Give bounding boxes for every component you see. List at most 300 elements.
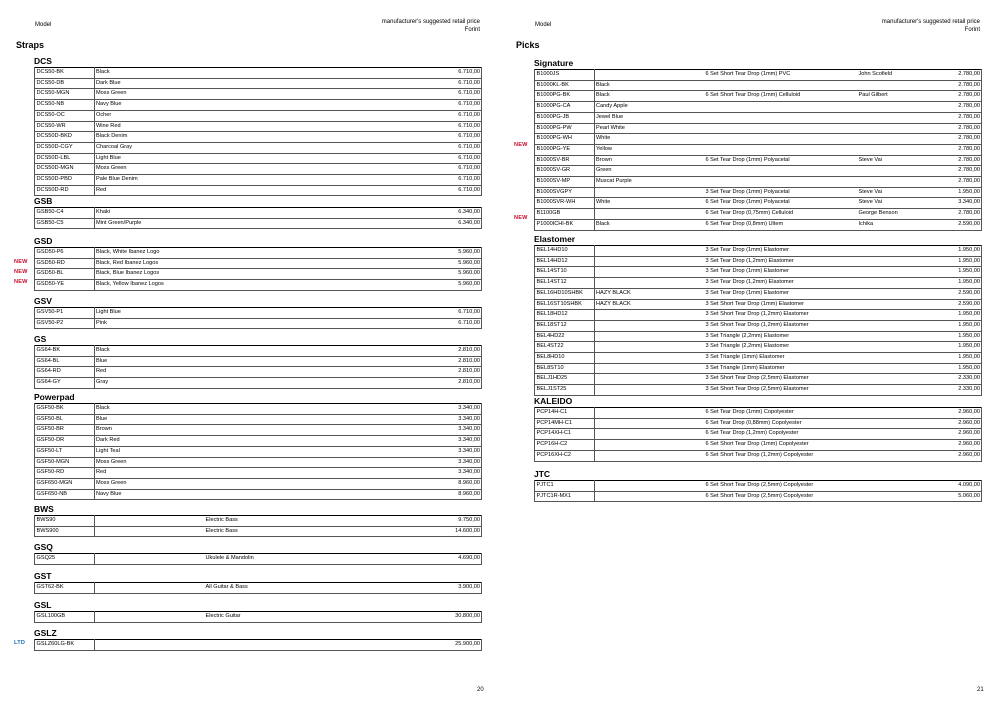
table-row <box>35 78 482 89</box>
description-cell <box>595 418 705 429</box>
table-row <box>35 554 482 565</box>
group-title: KALEIDO <box>534 396 573 406</box>
price-cell: 1.950,00 <box>924 310 982 321</box>
price-cell: 3.340,00 <box>924 198 982 209</box>
type-cell <box>205 142 355 153</box>
price-header-line2: Forint <box>964 27 980 33</box>
model-cell: GSF50-BR <box>35 425 95 436</box>
table-row <box>535 481 982 492</box>
table-row <box>535 155 982 166</box>
model-cell: BEL18HD12 <box>535 310 595 321</box>
price-cell: 3.340,00 <box>355 414 482 425</box>
group-jtc <box>534 469 982 502</box>
model-cell: B1000PG-JB <box>535 112 595 123</box>
new-badge: NEW <box>14 258 28 265</box>
type-cell <box>205 436 355 447</box>
type-cell <box>205 208 355 219</box>
spec-cell: 6 Set Tear Drop (0,75mm) Celluloid <box>705 209 858 220</box>
table-row <box>35 175 482 186</box>
model-cell: BELJ1ST25 <box>535 385 595 396</box>
description-cell <box>595 331 705 342</box>
table-row <box>35 468 482 479</box>
price-cell: 4.690,00 <box>355 554 482 565</box>
type-cell <box>205 468 355 479</box>
spec-cell: 6 Set Short Tear Drop (1,2mm) Copolyester <box>705 450 858 461</box>
spec-cell <box>705 166 858 177</box>
model-cell: GSD50-P6 <box>35 248 95 259</box>
price-cell: 2.780,00 <box>924 209 982 220</box>
price-cell: 2.330,00 <box>924 385 982 396</box>
price-header <box>882 18 980 34</box>
description-cell: Pink <box>95 318 205 329</box>
model-cell: P1000ICHI-BK <box>535 219 595 230</box>
model-cell: GSD50-RD <box>35 258 95 269</box>
model-cell: B1000PG-WH <box>535 134 595 145</box>
table-row <box>535 134 982 145</box>
model-cell: DCS50D-LBL <box>35 153 95 164</box>
type-cell <box>205 308 355 319</box>
price-cell: 1.950,00 <box>924 256 982 267</box>
table-row <box>35 404 482 415</box>
model-cell: GSLZ60LG-BK <box>35 640 95 651</box>
model-cell: PCP14XH-C1 <box>535 429 595 440</box>
type-cell <box>205 175 355 186</box>
table-row <box>535 177 982 188</box>
group-dcs <box>34 56 482 196</box>
description-cell: Black, Yellow Ibanez Logos <box>95 280 205 291</box>
group-elastomer <box>534 234 982 396</box>
table-row <box>35 516 482 527</box>
description-cell <box>595 481 705 492</box>
description-cell: Black, White Ibanez Logo <box>95 248 205 259</box>
price-cell: 8.960,00 <box>355 478 482 489</box>
artist-cell <box>858 418 924 429</box>
price-cell: 2.960,00 <box>924 440 982 451</box>
model-cell: DCS50-WR <box>35 121 95 132</box>
model-cell: B1000SVR-WH <box>535 198 595 209</box>
model-cell: GSF50-RD <box>35 468 95 479</box>
group-powerpad <box>34 392 482 500</box>
table-row <box>35 308 482 319</box>
new-badge: NEW <box>14 279 28 286</box>
type-cell <box>205 89 355 100</box>
type-cell <box>205 218 355 229</box>
spec-cell <box>705 177 858 188</box>
description-cell: Jewel Blue <box>595 112 705 123</box>
price-cell: 2.780,00 <box>924 166 982 177</box>
description-cell: White <box>595 134 705 145</box>
model-cell: GSF50-BK <box>35 404 95 415</box>
price-cell: 1.950,00 <box>924 278 982 289</box>
group-gsq <box>34 542 482 565</box>
price-table <box>34 345 482 389</box>
description-cell: Brown <box>595 155 705 166</box>
table-row <box>35 346 482 357</box>
price-cell: 14.600,00 <box>355 526 482 537</box>
group-kaleido <box>534 396 982 462</box>
model-cell: BELJ1HD25 <box>535 374 595 385</box>
price-cell: 2.780,00 <box>924 102 982 113</box>
type-cell <box>205 346 355 357</box>
page-number-right: 21 <box>977 687 984 693</box>
description-cell: Pearl White <box>595 123 705 134</box>
artist-cell <box>858 491 924 502</box>
description-cell: Navy Blue <box>95 489 205 500</box>
model-cell: BEL14HD10 <box>535 246 595 257</box>
table-row <box>35 132 482 143</box>
type-cell <box>205 132 355 143</box>
right-page <box>500 0 1000 707</box>
price-table <box>34 582 482 594</box>
table-row <box>535 91 982 102</box>
spec-cell: 6 Set Tear Drop (1mm) Polyacetal <box>705 198 858 209</box>
model-cell: GSF50-DR <box>35 436 95 447</box>
artist-cell <box>858 320 924 331</box>
model-cell: GSD50-YE <box>35 280 95 291</box>
table-row <box>535 144 982 155</box>
section-title-straps: Straps <box>16 40 45 50</box>
price-cell: 2.780,00 <box>924 91 982 102</box>
price-table <box>34 515 482 537</box>
price-cell: 3.340,00 <box>355 446 482 457</box>
price-cell: 2.960,00 <box>924 429 982 440</box>
type-cell: All Guitar & Bass <box>205 583 355 594</box>
table-row <box>535 374 982 385</box>
price-cell: 3.340,00 <box>355 457 482 468</box>
table-row <box>535 102 982 113</box>
group-gsb <box>34 196 482 229</box>
description-cell: Moss Green <box>95 478 205 489</box>
price-table <box>34 67 482 196</box>
spec-cell: 3 Set Short Tear Drop (2,5mm) Elastomer <box>705 385 858 396</box>
artist-cell: Steve Vai <box>858 198 924 209</box>
price-table <box>534 69 982 231</box>
group-title: BWS <box>34 504 54 514</box>
artist-cell <box>858 144 924 155</box>
group-gsl <box>34 600 482 623</box>
model-cell: GSF650-NB <box>35 489 95 500</box>
price-cell: 2.780,00 <box>924 155 982 166</box>
model-cell: B1000PG-BK <box>535 91 595 102</box>
description-cell: Dark Red <box>95 436 205 447</box>
description-cell: Blue <box>95 414 205 425</box>
price-cell: 6.710,00 <box>355 142 482 153</box>
artist-cell <box>858 385 924 396</box>
description-cell: Black <box>595 219 705 230</box>
description-cell <box>95 516 205 527</box>
price-table <box>34 553 482 565</box>
model-cell: GSQ25 <box>35 554 95 565</box>
group-title: GSD <box>34 236 53 246</box>
spec-cell: 3 Set Tear Drop (1,2mm) Elastomer <box>705 278 858 289</box>
group-title: GST <box>34 571 52 581</box>
description-cell <box>595 408 705 419</box>
model-cell: DCS50D-BKD <box>35 132 95 143</box>
model-cell: DCS50D-CGY <box>35 142 95 153</box>
price-cell: 2.810,00 <box>355 378 482 389</box>
description-cell <box>95 640 205 651</box>
price-cell: 2.780,00 <box>924 123 982 134</box>
table-row <box>35 280 482 291</box>
price-cell: 6.710,00 <box>355 78 482 89</box>
spec-cell: 3 Set Tear Drop (1mm) Elastomer <box>705 267 858 278</box>
table-row <box>35 425 482 436</box>
spec-cell: 3 Set Triangle (1mm) Elastomer <box>705 363 858 374</box>
table-row <box>35 612 482 623</box>
price-cell: 8.960,00 <box>355 489 482 500</box>
price-cell: 3.340,00 <box>355 436 482 447</box>
model-cell: BEL4ST22 <box>535 342 595 353</box>
model-cell: GSF50-BL <box>35 414 95 425</box>
description-cell <box>595 450 705 461</box>
description-cell: Red <box>95 468 205 479</box>
description-cell <box>595 320 705 331</box>
description-cell: Moss Green <box>95 89 205 100</box>
description-cell <box>595 342 705 353</box>
price-cell: 2.780,00 <box>924 80 982 91</box>
artist-cell <box>858 177 924 188</box>
price-cell: 25.900,00 <box>355 640 482 651</box>
table-row <box>35 208 482 219</box>
description-cell <box>595 363 705 374</box>
model-cell: GSF650-MGN <box>35 478 95 489</box>
table-row <box>35 248 482 259</box>
price-cell: 6.710,00 <box>355 68 482 79</box>
artist-cell <box>858 408 924 419</box>
price-cell: 1.950,00 <box>924 342 982 353</box>
group-title: JTC <box>534 469 551 479</box>
table-row <box>535 320 982 331</box>
table-row <box>35 446 482 457</box>
table-row <box>35 526 482 537</box>
artist-cell <box>858 102 924 113</box>
table-row <box>35 100 482 111</box>
table-row <box>535 70 982 81</box>
price-cell: 4.090,00 <box>924 481 982 492</box>
description-cell: Light Teal <box>95 446 205 457</box>
group-gsd <box>14 236 482 291</box>
price-cell: 1.950,00 <box>924 331 982 342</box>
description-cell <box>595 374 705 385</box>
price-cell: 3.900,00 <box>355 583 482 594</box>
table-row <box>35 378 482 389</box>
type-cell <box>205 68 355 79</box>
artist-cell <box>858 256 924 267</box>
table-row <box>35 89 482 100</box>
group-gslz <box>14 628 482 651</box>
type-cell <box>205 404 355 415</box>
type-cell <box>205 185 355 196</box>
price-cell: 9.750,00 <box>355 516 482 527</box>
price-cell: 2.810,00 <box>355 356 482 367</box>
spec-cell <box>705 112 858 123</box>
price-cell: 3.340,00 <box>355 404 482 415</box>
type-cell: Electric Bass <box>205 516 355 527</box>
model-cell: PCP14MH-C1 <box>535 418 595 429</box>
spec-cell: 3 Set Tear Drop (1mm) Elastomer <box>705 246 858 257</box>
description-cell: Wine Red <box>95 121 205 132</box>
price-cell: 6.710,00 <box>355 121 482 132</box>
description-cell <box>95 554 205 565</box>
price-cell: 5.060,00 <box>924 491 982 502</box>
type-cell <box>205 489 355 500</box>
model-cell: B1000SV-GR <box>535 166 595 177</box>
table-row <box>535 166 982 177</box>
table-row <box>535 288 982 299</box>
spec-cell: 3 Set Short Tear Drop (1mm) Elastomer <box>705 299 858 310</box>
artist-cell: Steve Vai <box>858 155 924 166</box>
type-cell <box>205 78 355 89</box>
type-cell <box>205 258 355 269</box>
table-row <box>535 408 982 419</box>
artist-cell: John Scofield <box>858 70 924 81</box>
description-cell <box>95 583 205 594</box>
description-cell: Brown <box>95 425 205 436</box>
page-number-left: 20 <box>477 687 484 693</box>
artist-cell <box>858 299 924 310</box>
price-cell: 1.950,00 <box>924 267 982 278</box>
spec-cell: 6 Set Short Tear Drop (1mm) PVC <box>705 70 858 81</box>
price-header-line1: manufacturer's suggested retail price <box>381 19 480 25</box>
table-row <box>35 489 482 500</box>
model-cell: DCS50D-PBD <box>35 175 95 186</box>
type-cell <box>205 457 355 468</box>
type-cell <box>205 478 355 489</box>
description-cell: Yellow <box>595 144 705 155</box>
spec-cell: 3 Set Tear Drop (1mm) Elastomer <box>705 288 858 299</box>
model-cell: DCS50D-RD <box>35 185 95 196</box>
model-cell: PJTC1R-MX1 <box>535 491 595 502</box>
price-cell: 2.810,00 <box>355 367 482 378</box>
type-cell <box>205 164 355 175</box>
model-cell: BEL8ST10 <box>535 363 595 374</box>
artist-cell <box>858 166 924 177</box>
model-cell: BEL14HD12 <box>535 256 595 267</box>
artist-cell <box>858 123 924 134</box>
table-row <box>35 153 482 164</box>
group-gst <box>34 571 482 594</box>
price-table <box>534 245 982 396</box>
model-cell: BEL14ST10 <box>535 267 595 278</box>
new-badge: NEW <box>514 214 528 221</box>
model-cell: GS64-BL <box>35 356 95 367</box>
model-cell: B1000JS <box>535 70 595 81</box>
price-cell: 6.710,00 <box>355 308 482 319</box>
price-cell: 5.960,00 <box>355 248 482 259</box>
group-title: Elastomer <box>534 234 576 244</box>
price-cell: 6.710,00 <box>355 100 482 111</box>
spec-cell: 6 Set Short Tear Drop (1mm) Copolyester <box>705 440 858 451</box>
spec-cell: 6 Set Tear Drop (0,88mm) Copolyester <box>705 418 858 429</box>
description-cell: Black <box>95 68 205 79</box>
description-cell <box>595 70 705 81</box>
price-cell: 2.960,00 <box>924 418 982 429</box>
table-row <box>35 185 482 196</box>
model-cell: GSV50-P2 <box>35 318 95 329</box>
table-row <box>35 367 482 378</box>
price-cell: 3.340,00 <box>355 425 482 436</box>
description-cell: Pale Blue Denim <box>95 175 205 186</box>
table-row <box>535 112 982 123</box>
price-cell: 6.710,00 <box>355 132 482 143</box>
description-cell: Black <box>595 91 705 102</box>
artist-cell <box>858 278 924 289</box>
type-cell <box>205 640 355 651</box>
table-row <box>535 450 982 461</box>
spec-cell: 6 Set Short Tear Drop (1mm) Celluloid <box>705 91 858 102</box>
table-row <box>535 353 982 364</box>
table-row <box>35 164 482 175</box>
spec-cell: 3 Set Short Tear Drop (1,2mm) Elastomer <box>705 310 858 321</box>
table-row <box>535 299 982 310</box>
table-row <box>535 80 982 91</box>
spec-cell: 3 Set Triangle (2,2mm) Elastomer <box>705 342 858 353</box>
group-bws <box>34 504 482 537</box>
artist-cell <box>858 80 924 91</box>
type-cell <box>205 446 355 457</box>
description-cell: Green <box>595 166 705 177</box>
model-cell: GST62-BK <box>35 583 95 594</box>
price-table <box>34 207 482 229</box>
price-cell: 2.590,00 <box>924 219 982 230</box>
price-table <box>34 611 482 623</box>
price-table <box>34 247 482 291</box>
type-cell <box>205 100 355 111</box>
model-cell: BEL16ST10SHBK <box>535 299 595 310</box>
model-cell: B1100GB <box>535 209 595 220</box>
group-title: GSQ <box>34 542 53 552</box>
table-row <box>35 457 482 468</box>
price-cell: 3.340,00 <box>355 468 482 479</box>
group-title: Powerpad <box>34 392 75 402</box>
price-table <box>534 407 982 462</box>
type-cell <box>205 318 355 329</box>
model-cell: B1000SVGPY <box>535 187 595 198</box>
model-cell: GSF50-LT <box>35 446 95 457</box>
description-cell <box>95 612 205 623</box>
price-cell: 2.590,00 <box>924 288 982 299</box>
table-row <box>535 491 982 502</box>
group-title: GS <box>34 334 47 344</box>
price-cell: 6.340,00 <box>355 218 482 229</box>
spec-cell <box>705 123 858 134</box>
description-cell: Black, Red Ibanez Logos <box>95 258 205 269</box>
description-cell: Red <box>95 367 205 378</box>
model-header: Model <box>35 22 52 28</box>
description-cell: Moss Green <box>95 457 205 468</box>
model-cell: GS64-GY <box>35 378 95 389</box>
group-gs <box>34 334 482 389</box>
description-cell: Dark Blue <box>95 78 205 89</box>
description-cell: HAZY BLACK <box>595 299 705 310</box>
spec-cell: 6 Set Short Tear Drop (2,5mm) Copolyester <box>705 481 858 492</box>
price-cell: 6.710,00 <box>355 164 482 175</box>
table-row <box>35 121 482 132</box>
price-cell: 6.710,00 <box>355 89 482 100</box>
table-row <box>35 478 482 489</box>
table-row <box>35 640 482 651</box>
new-badge: NEW <box>514 142 528 149</box>
price-cell: 2.960,00 <box>924 450 982 461</box>
table-row <box>535 278 982 289</box>
type-cell: Electric Guitar <box>205 612 355 623</box>
description-cell: Navy Blue <box>95 100 205 111</box>
price-cell: 2.780,00 <box>924 134 982 145</box>
table-row <box>535 331 982 342</box>
description-cell <box>595 310 705 321</box>
spec-cell <box>705 134 858 145</box>
artist-cell: George Benson <box>858 209 924 220</box>
